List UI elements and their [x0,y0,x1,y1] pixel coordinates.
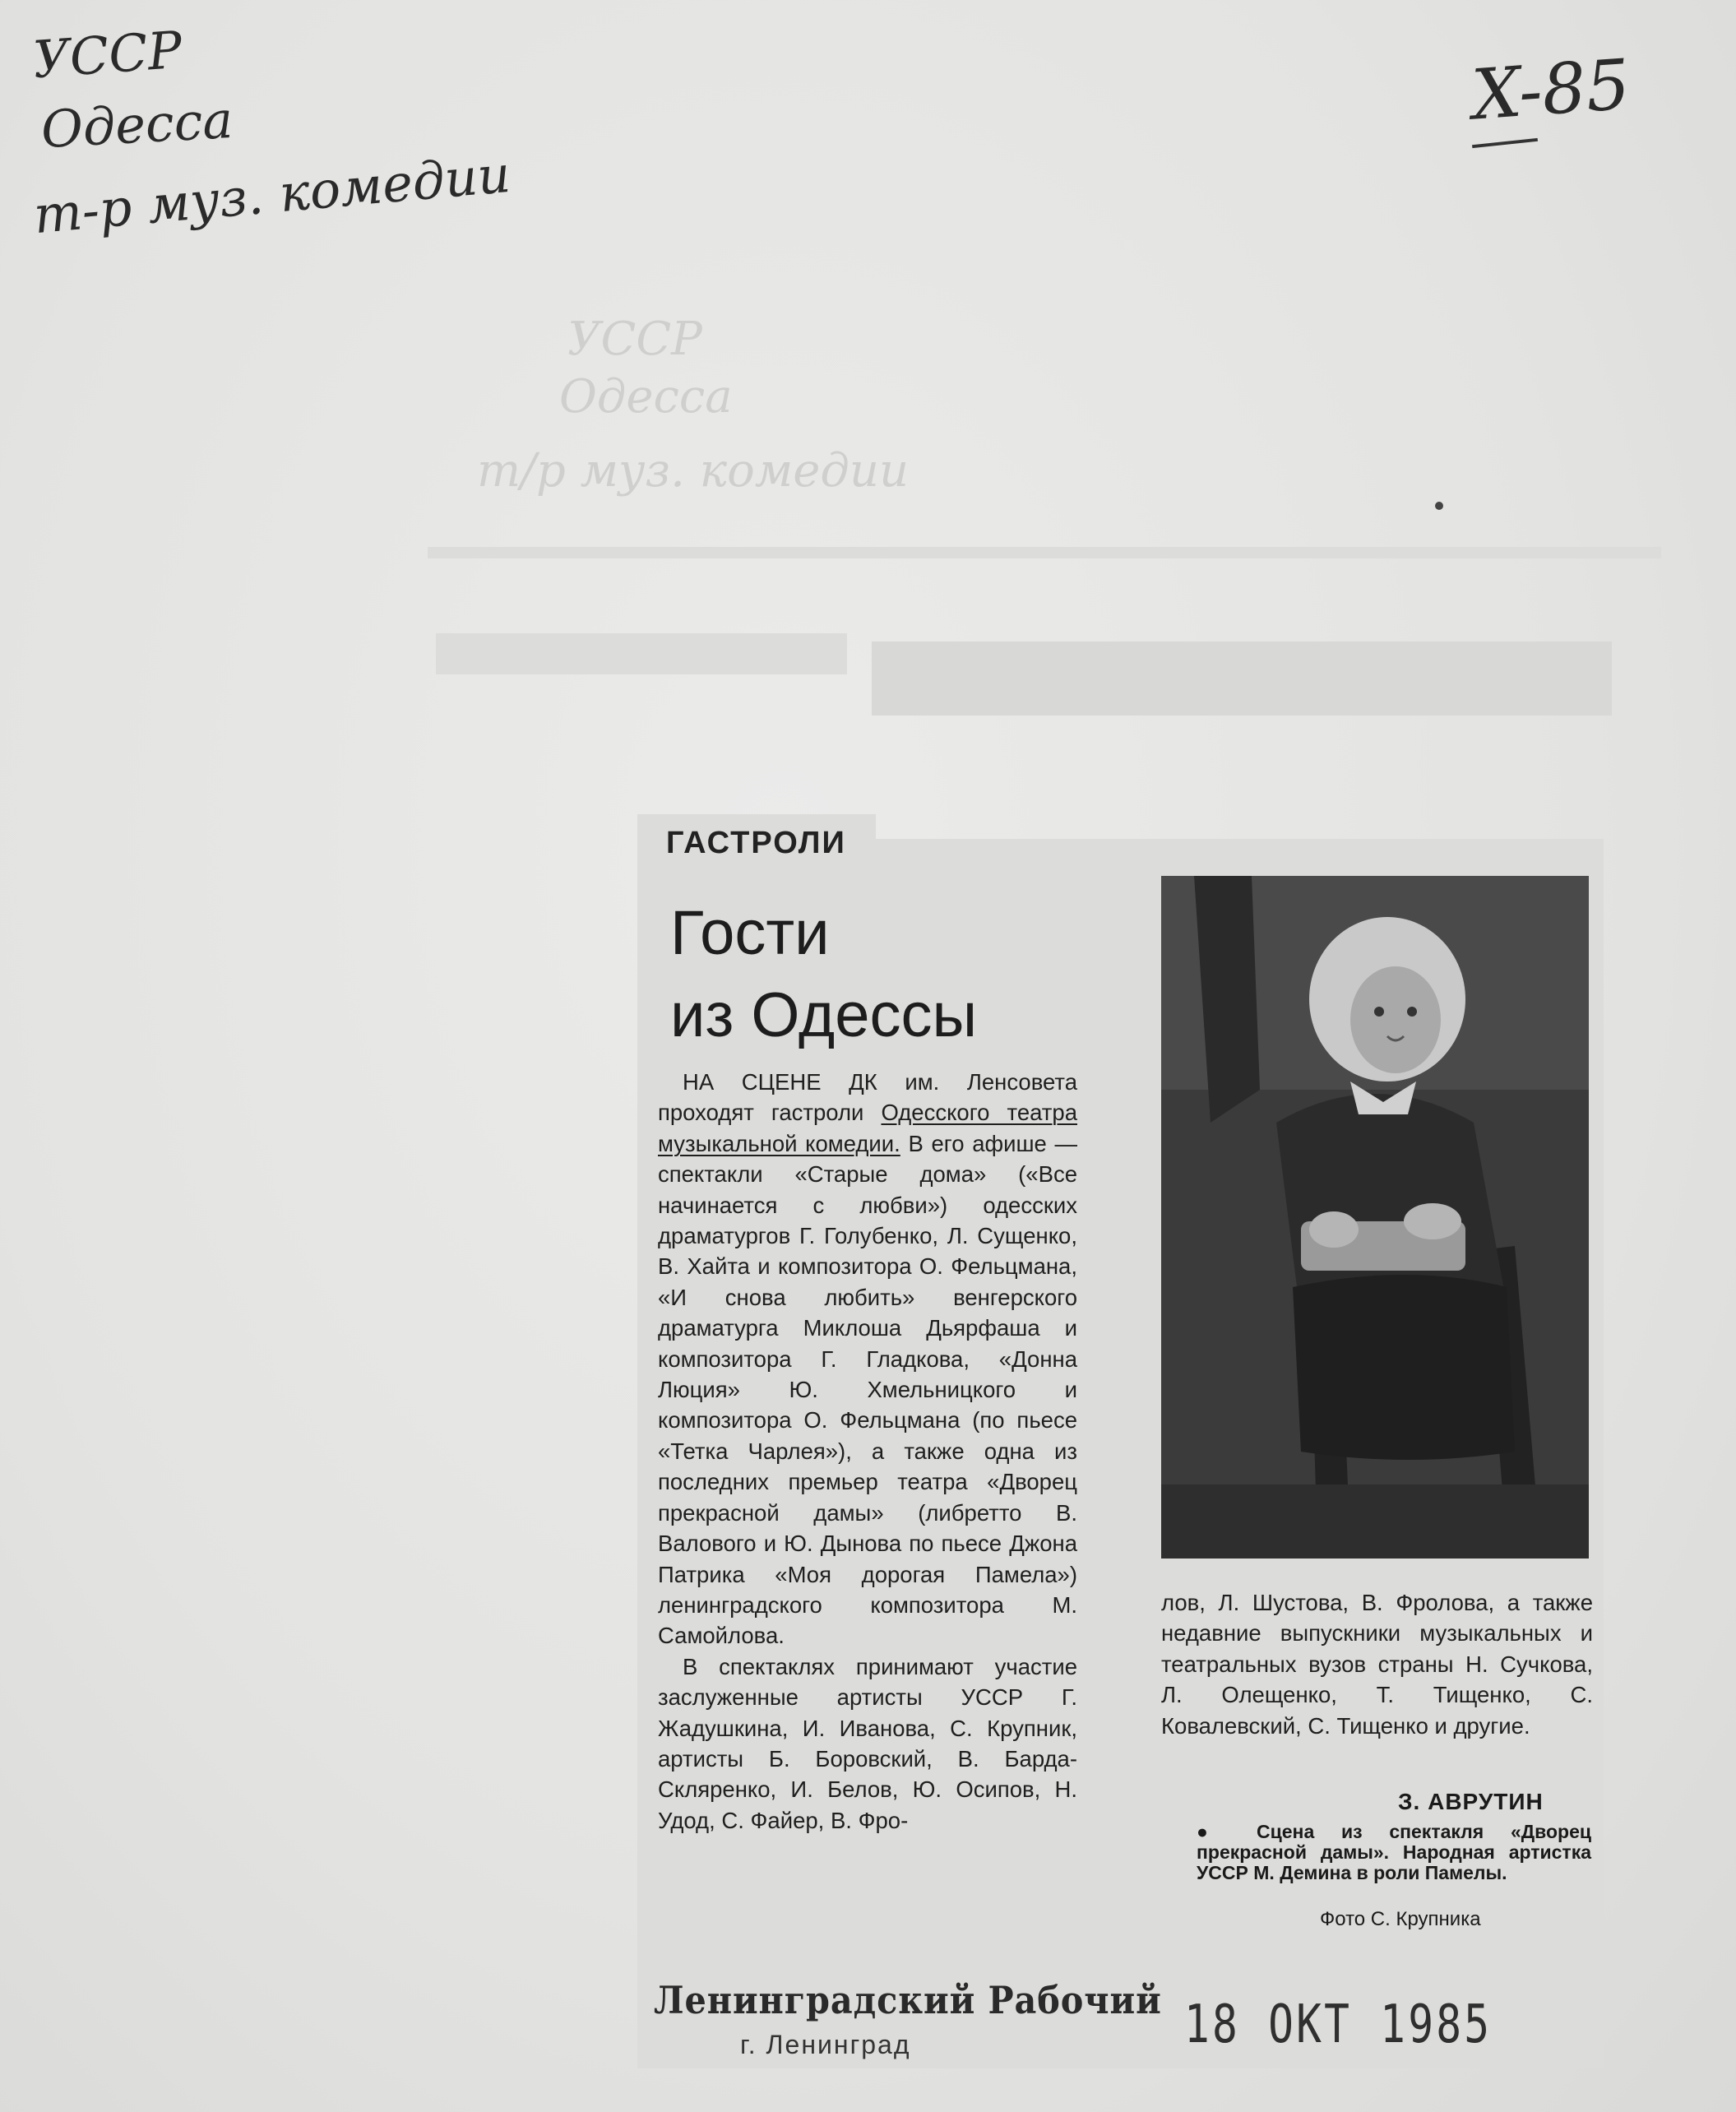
headline-line-1: Гости [670,898,830,968]
article-author: З. АВРУТИН [1398,1789,1544,1814]
para1-rest: В его афише — спектакли «Старые дома» («Все начинается с любви») одесских драматургов Г. Голубенко, Л. Сущенко, В. Хайта и композитора О. Фельцмана, «И снова любить» венгерского драматурга Миклоша Дьярфаша и композитора Г. Гладкова, «Донна Люция» Ю. Хмельницкого и композитора О. Фельцмана (по пьесе «Тетка Чарлея»), а также одна из последних премьер театра «Дворец прекрасной дамы» (либретто В. Валового и Ю. Дынова по пьесе Джона Патрика «Моя дорогая Памела») ленинградского композитора М. Самойлова. [658,1130,1078,1649]
ink-dot [1435,502,1443,510]
article-paragraph-2-continued: лов, Л. Шустова, В. Фролова, а также недавние выпускники музыкальных и театральных вузов страны Н. Сучкова, Л. Олещенко, Т. Тищенко, С. Ковалевский, С. Тищенко и другие. [1161,1590,1593,1739]
handwritten-note-theatre: т-р муз. комедии [30,143,513,246]
show-through-text: т/р муз. комедии [477,444,910,498]
article-paragraph-2: В спектаклях принимают участие заслуженные артисты УССР Г. Жадушкина, И. Иванова, С. Крупник, артисты Б. Боровский, В. Барда-Скляренко, И. Белов, Ю. Осипов, Н. Удод, С. Файер, В. Фро- [658,1653,1077,1833]
photo-caption: ● Сцена из спектакля «Дворец прекрасной дамы». Народная артистка УССР М. Демина в роли Памелы. [1197,1821,1591,1883]
handwritten-underline [1472,138,1538,148]
handwritten-note-city: Одесса [39,89,234,160]
show-through-text: Одесса [559,370,733,424]
show-through-band [436,633,847,674]
newspaper-name: Ленинградский Рабочий [654,1978,1162,2022]
handwritten-note-region: УССР [30,19,184,90]
para1-start: НА СЦЕНЕ ДК им. Ленсовета проходят гастроли [658,1069,1077,1126]
actress-photo-illustration [1161,876,1589,1559]
show-through-band [428,547,1661,558]
newspaper-city: г. Ленинград [740,2030,911,2059]
show-through-text: УССР [567,313,702,366]
rubric-label: ГАСТРОЛИ [666,826,846,860]
article-photo [1161,876,1589,1559]
article-headline [670,892,977,1057]
date-stamp: 18 ОКТ 1985 [1184,1994,1493,2055]
para1-underlined: Одесского театра музыкальной комедии. [658,1100,1077,1156]
article-paragraph-1 [658,1067,1077,1651]
handwritten-date: X-85 [1469,44,1633,136]
photo-credit: Фото С. Крупника [1320,1908,1481,1930]
article-column-right [1161,1587,1593,1741]
headline-line-2: из Одессы [670,980,978,1050]
show-through-band [872,641,1612,716]
article-column-left [658,1067,1077,1836]
